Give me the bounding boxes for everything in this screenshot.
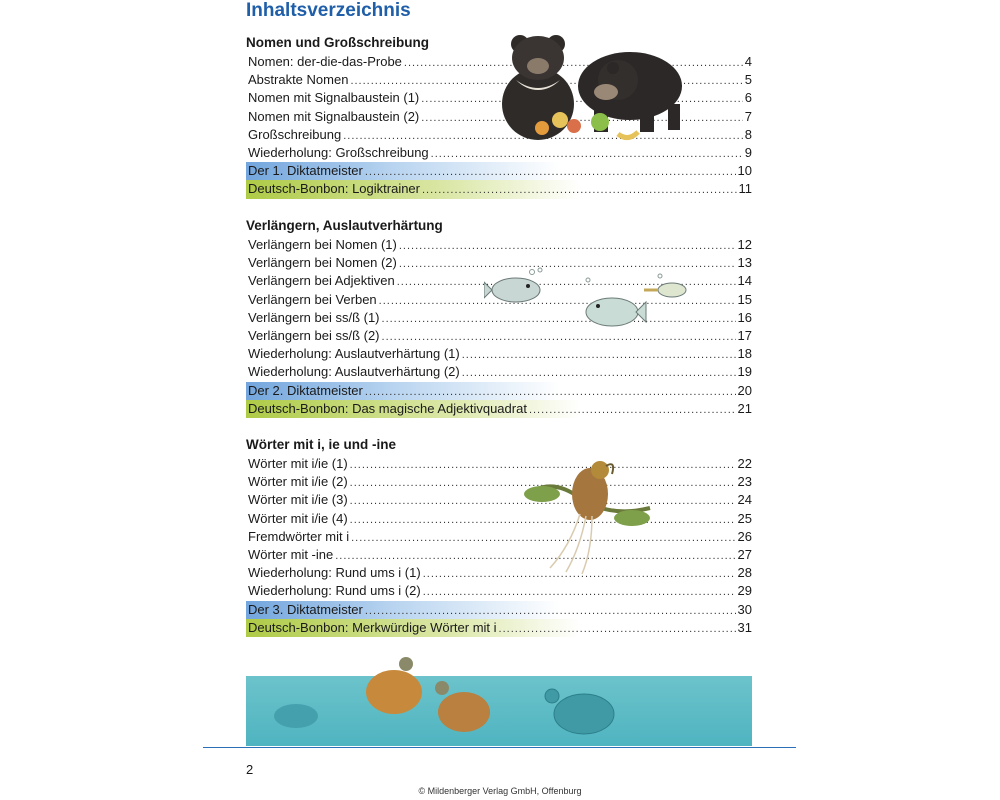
toc-entry-page: 6 (744, 90, 752, 106)
toc-entry-label: Nomen mit Signalbaustein (1) (248, 90, 420, 106)
bears-illustration (490, 24, 720, 150)
toc-entry-page: 24 (737, 492, 752, 508)
toc-entry-page: 21 (737, 400, 752, 416)
toc-entry-page: 18 (737, 346, 752, 362)
toc-entry-label: Der 3. Diktatmeister (248, 601, 363, 617)
toc-entry-page: 28 (737, 565, 752, 581)
toc-entry[interactable] (246, 363, 752, 381)
footer-line (203, 747, 796, 748)
toc-entry-label: Nomen: der-die-das-Probe (248, 54, 402, 69)
toc-entry-label: Wörter mit i/ie (4) (248, 510, 348, 526)
toc-entry[interactable] (246, 528, 752, 546)
toc-entry-label: Abstrakte Nomen (248, 72, 349, 88)
section-heading: Wörter mit i, ie und -ine (246, 437, 397, 452)
toc-entry-page: 12 (737, 237, 752, 252)
toc-entry-diktatmeister[interactable] (246, 601, 752, 619)
toc-entry-diktatmeister[interactable] (246, 162, 752, 180)
dot-leader (365, 601, 736, 620)
toc-entry-bonbon[interactable] (246, 180, 752, 198)
toc-entry-label: Wörter mit i/ie (3) (248, 492, 348, 508)
toc-entry-label: Verlängern bei ss/ß (2) (248, 327, 380, 343)
dot-leader (399, 236, 736, 255)
toc-entry-label: Großschreibung (248, 126, 342, 142)
toc-entry-label: Wiederholung: Rund ums i (1) (248, 565, 421, 581)
toc-entry[interactable] (246, 491, 752, 509)
toc-entry-label: Wiederholung: Rund ums i (2) (248, 583, 421, 599)
toc-entry-page: 11 (738, 181, 752, 197)
toc-entry-label: Verlängern bei Verben (248, 291, 377, 307)
toc-entry[interactable] (246, 510, 752, 528)
toc-entry-page: 5 (744, 72, 752, 88)
toc-entry-label: Verlängern bei Adjektiven (248, 273, 395, 289)
dot-leader (499, 619, 736, 638)
dot-leader (422, 180, 737, 199)
toc-entry-page: 10 (737, 163, 752, 179)
toc-entry-label: Verlängern bei Nomen (1) (248, 237, 397, 252)
copyright: © Mildenberger Verlag GmbH, Offenburg (418, 786, 582, 796)
toc-entry-bonbon[interactable] (246, 400, 752, 418)
toc-entry[interactable] (246, 455, 752, 473)
toc-entry-page: 15 (737, 291, 752, 307)
dot-leader (529, 400, 736, 419)
page-title: Inhaltsverzeichnis (246, 0, 411, 21)
toc-entry-label: Der 1. Diktatmeister (248, 163, 363, 179)
toc-entry-page: 19 (737, 364, 752, 380)
toc-entry-label: Verlängern bei ss/ß (1) (248, 309, 380, 325)
dot-leader (423, 582, 736, 601)
toc-entry[interactable] (246, 546, 752, 564)
toc-entry-label: Deutsch-Bonbon: Merkwürdige Wörter mit i (248, 619, 497, 635)
toc-entry-page: 31 (737, 619, 752, 635)
toc-entry[interactable] (246, 564, 752, 582)
toc-entry-page: 22 (737, 456, 752, 471)
toc-entry-page: 26 (737, 528, 752, 544)
toc-entry-page: 7 (744, 108, 752, 124)
toc-entry-page: 29 (737, 583, 752, 599)
toc-entry-label: Fremdwörter mit i (248, 528, 350, 544)
dot-leader (462, 363, 736, 382)
toc-entry-label: Deutsch-Bonbon: Das magische Adjektivquadrat (248, 400, 527, 416)
dot-leader (462, 345, 736, 364)
section-woerter-mit-i (246, 435, 752, 637)
toc-entry-diktatmeister[interactable] (246, 382, 752, 400)
dot-leader (365, 162, 736, 181)
toc-entry[interactable] (246, 236, 752, 254)
toc-entry-page: 30 (737, 601, 752, 617)
toc-entry-page: 4 (744, 54, 752, 69)
toc-entry-page: 14 (737, 273, 752, 289)
page-number: 2 (246, 762, 254, 777)
turtles-illustration (246, 650, 752, 746)
toc-entry-label: Deutsch-Bonbon: Logiktrainer (248, 181, 420, 197)
toc-entry-label: Wiederholung: Großschreibung (248, 144, 429, 160)
toc-entry-label: Wiederholung: Auslautverhärtung (1) (248, 346, 460, 362)
toc-entry-page: 25 (737, 510, 752, 526)
toc-entry-page: 8 (744, 126, 752, 142)
toc-entry-label: Wörter mit -ine (248, 546, 334, 562)
section-heading: Verlängern, Auslautverhärtung (246, 218, 443, 233)
toc-entry-label: Nomen mit Signalbaustein (2) (248, 108, 420, 124)
toc-entry-label: Der 2. Diktatmeister (248, 382, 363, 398)
toc-entry[interactable] (246, 582, 752, 600)
toc-entry-page: 23 (737, 474, 752, 490)
toc-entry[interactable] (246, 345, 752, 363)
section-heading: Nomen und Großschreibung (246, 35, 430, 50)
toc-entry-page: 13 (737, 255, 752, 271)
toc-entry-label: Verlängern bei Nomen (2) (248, 255, 397, 271)
toc-entry-page: 27 (737, 546, 752, 562)
toc-entry[interactable] (246, 473, 752, 491)
toc-entry-page: 16 (737, 309, 752, 325)
toc-entry-label: Wiederholung: Auslautverhärtung (2) (248, 364, 460, 380)
bird-illustration (520, 456, 660, 576)
toc-entry-page: 17 (737, 327, 752, 343)
toc-entry-bonbon[interactable] (246, 619, 752, 637)
toc-entry-label: Wörter mit i/ie (1) (248, 456, 348, 471)
fish-illustration (484, 266, 694, 334)
toc-entry-page: 9 (744, 144, 752, 160)
toc-entry-label: Wörter mit i/ie (2) (248, 474, 348, 490)
dot-leader (365, 382, 736, 401)
toc-entry-page: 20 (737, 382, 752, 398)
